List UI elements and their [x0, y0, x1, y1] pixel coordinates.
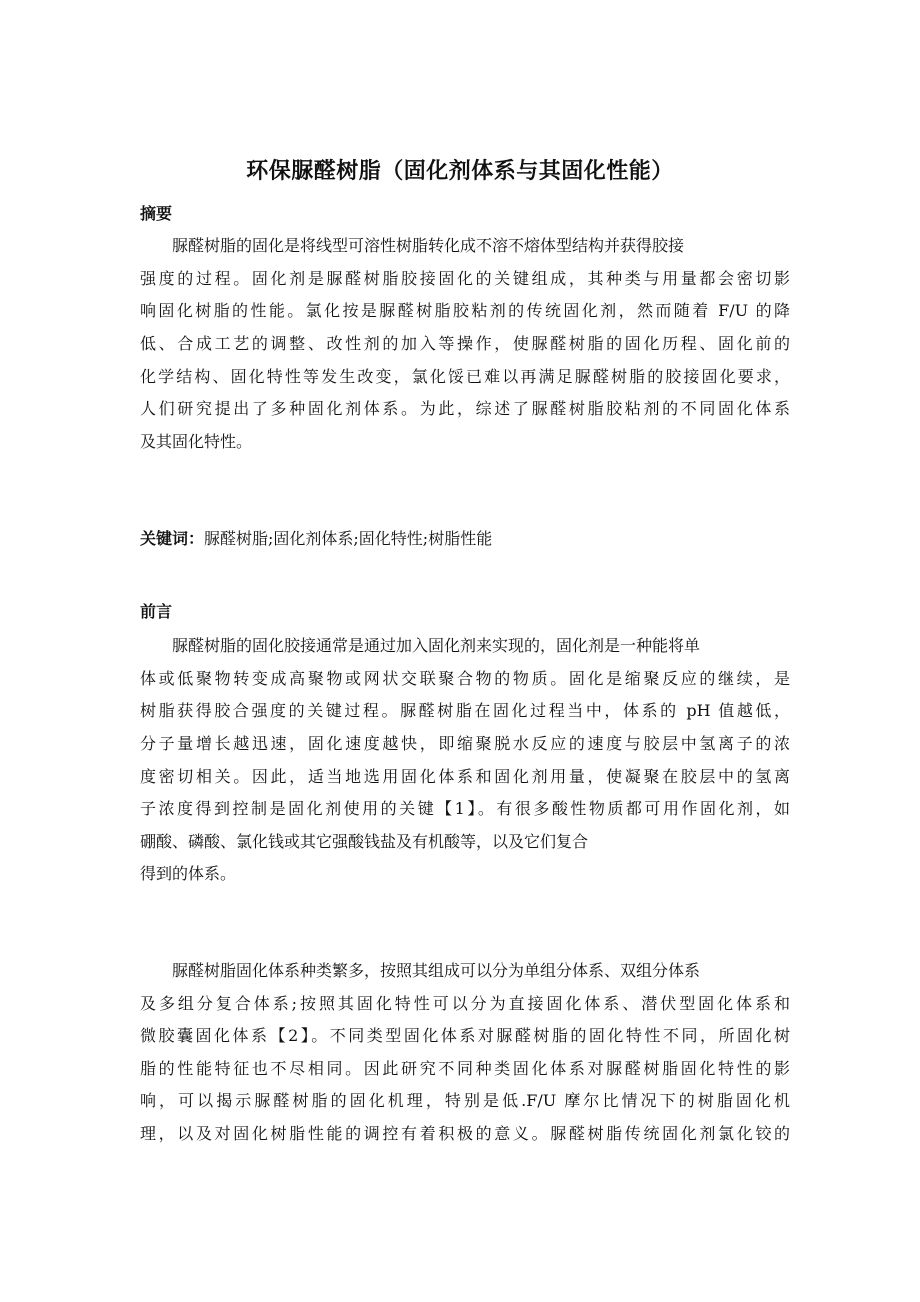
abstract-line: 强度的过程。固化剂是脲醛树脂胶接固化的关键组成，其种类与用量都会密切影 — [140, 269, 790, 288]
preface-line: 脲醛树脂的固化胶接通常是通过加入固化剂来实现的，固化剂是一种能将单 — [172, 636, 701, 655]
document-title: 环保脲醛树脂（固化剂体系与其固化性能） — [246, 159, 674, 184]
keywords-line — [140, 526, 492, 552]
abstract-line: 人们研究提出了多种固化剂体系。为此，综述了脲醛树脂胶粘剂的不同固化体系 — [140, 399, 790, 418]
abstract-line: 及其固化特性。 — [140, 432, 253, 451]
preface-line: 体或低聚物转变成高聚物或网状交联聚合物的物质。固化是缩聚反应的继续，是 — [140, 669, 790, 688]
preface-line: 及多组分复合体系;按照其固化特性可以分为直接固化体系、潜伏型固化体系和 — [140, 994, 790, 1013]
abstract-line: 化学结构、固化特性等发生改变，氯化馁已难以再满足脲醛树脂的胶接固化要求， — [140, 367, 790, 386]
preface-line: 分子量增长越迅速，固化速度越快，即缩聚脱水反应的速度与胶层中氢离子的浓 — [140, 734, 790, 753]
preface-line: 得到的体系。 — [140, 864, 237, 883]
keywords-value: 脲醛树脂;固化剂体系;固化特性;树脂性能 — [204, 529, 493, 548]
abstract-line: 低、合成工艺的调整、改性剂的加入等操作，使脲醛树脂的固化历程、固化前的 — [140, 334, 790, 353]
preface-heading: 前言 — [140, 602, 173, 621]
preface-line: 树脂获得胶合强度的关键过程。脲醛树脂在固化过程当中，体系的 pH 值越低， — [140, 701, 790, 720]
preface-line: 子浓度得到控制是固化剂使用的关键【1】。有很多酸性物质都可用作固化剂，如 — [140, 799, 790, 818]
abstract-heading: 摘要 — [140, 204, 173, 223]
keywords-label: 关键词： — [140, 529, 205, 548]
preface-line: 脲醛树脂固化体系种类繁多，按照其组成可以分为单组分体系、双组分体系 — [172, 961, 701, 980]
preface-line: 度密切相关。因此，适当地选用固化体系和固化剂用量，使凝聚在胶层中的氢离 — [140, 767, 790, 786]
abstract-line: 响固化树脂的性能。氯化按是脲醛树脂胶粘剂的传统固化剂，然而随着 F/U 的降 — [140, 301, 790, 320]
preface-line: 脂的性能特征也不尽相同。因此研究不同种类固化体系对脲醛树脂固化特性的影 — [140, 1059, 790, 1078]
preface-line: 响，可以揭示脲醛树脂的固化机理，特别是低.F/U 摩尔比情况下的树脂固化机 — [140, 1091, 790, 1110]
preface-line: 理，以及对固化树脂性能的调控有着积极的意义。脲醛树脂传统固化剂氯化铰的 — [140, 1124, 790, 1143]
preface-line: 微胶囊固化体系【2】。不同类型固化体系对脲醛树脂的固化特性不同，所固化树 — [140, 1026, 790, 1045]
abstract-line: 脲醛树脂的固化是将线型可溶性树脂转化成不溶不熔体型结构并获得胶接 — [172, 236, 685, 255]
preface-line: 硼酸、磷酸、氯化钱或其它强酸钱盐及有机酸等，以及它们复合 — [140, 832, 589, 851]
